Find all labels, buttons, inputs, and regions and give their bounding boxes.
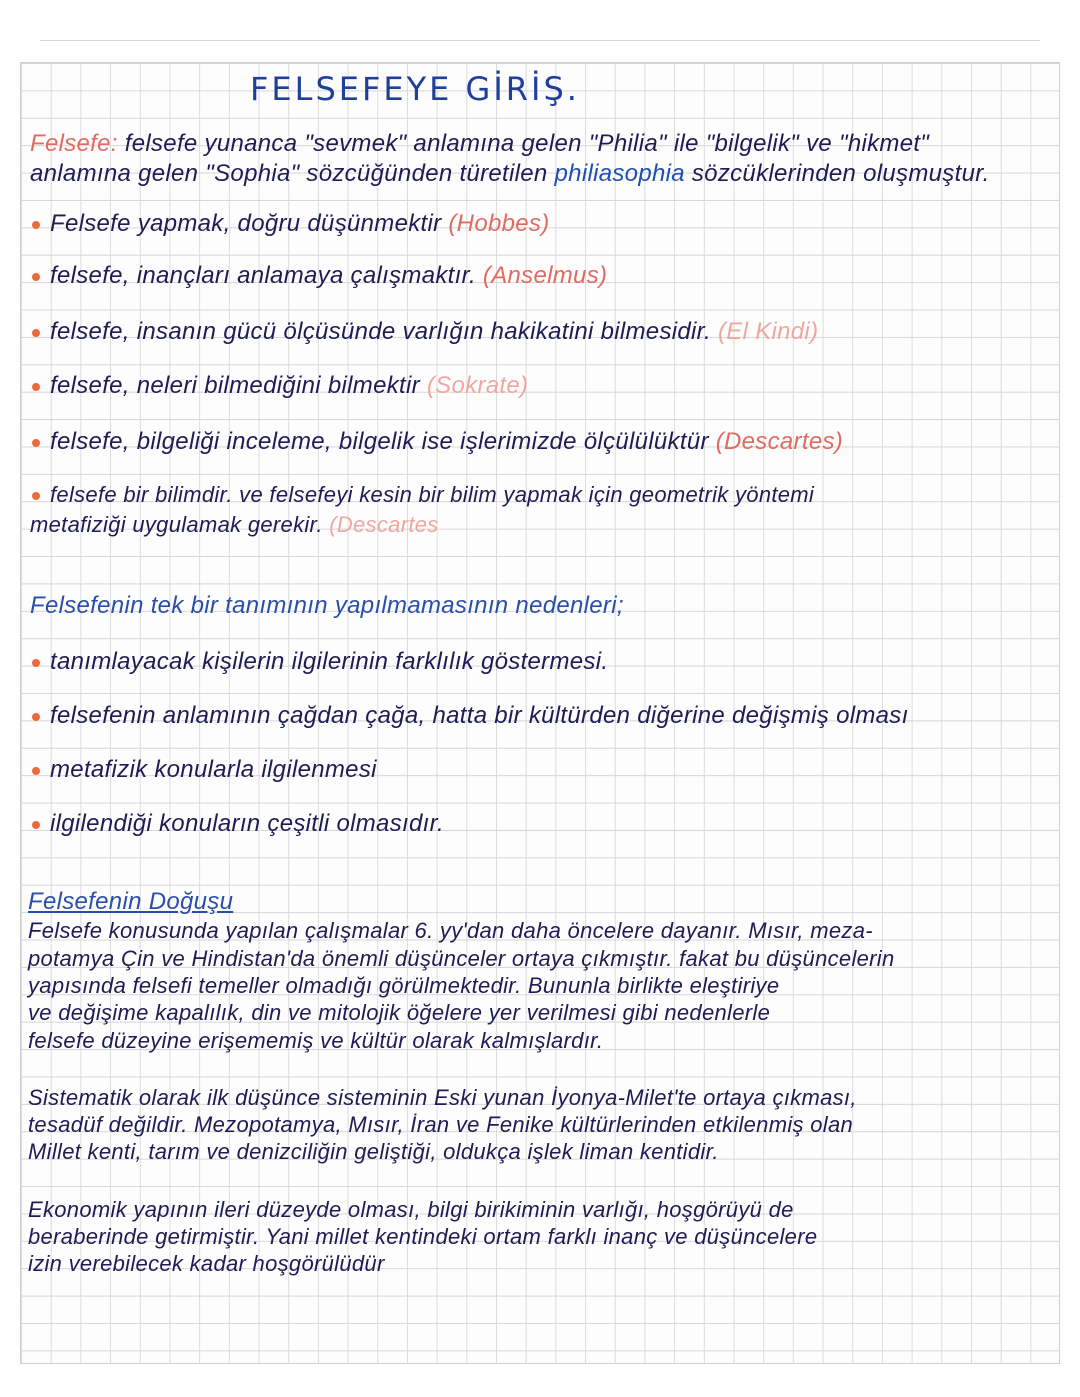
bullet-icon — [32, 329, 40, 337]
reason-item — [32, 648, 608, 676]
definition-author: (El Kindi) — [718, 318, 819, 345]
origin-heading: Felsefenin Doğuşu — [28, 888, 234, 915]
reason-text: metafizik konularla ilgilenmesi — [50, 756, 377, 783]
bullet-icon — [32, 713, 40, 721]
origin-line: izin verebilecek kadar hoşgörülüdür — [28, 1251, 385, 1276]
page-edge — [40, 40, 1040, 41]
intro-line-1 — [30, 130, 929, 158]
page-title: FELSEFEYE GİRİŞ. — [250, 70, 580, 108]
bullet-icon — [32, 659, 40, 667]
origin-line: potamya Çin ve Hindistan'da önemli düşünceler ortaya çıkmıştır. fakat bu düşüncelerin — [28, 946, 895, 971]
reason-item — [32, 810, 444, 838]
definition-text: felsefe, neleri bilmediğini bilmektir — [50, 372, 420, 399]
reason-text: ilgilendiği konuların çeşitli olmasıdır. — [50, 810, 444, 837]
bullet-icon — [32, 273, 40, 281]
intro-label: Felsefe: — [30, 130, 118, 157]
definition-item — [32, 318, 818, 346]
origin-line: Felsefe konusunda yapılan çalışmalar 6. yy'dan daha öncelere dayanır. Mısır, meza- — [28, 918, 873, 943]
definition-item — [32, 210, 550, 238]
intro-text-2a: anlamına gelen "Sophia" sözcüğünden türetilen — [30, 160, 548, 187]
origin-line: felsefe düzeyine erişememiş ve kültür olarak kalmışlardır. — [28, 1028, 604, 1053]
definition-author: (Sokrate) — [426, 372, 529, 399]
definition-text: felsefe, insanın gücü ölçüsünde varlığın hakikatini bilmesidir. — [50, 318, 712, 345]
definition-item — [32, 482, 814, 508]
definition-text: felsefe, inançları anlamaya çalışmaktır. — [50, 262, 476, 289]
origin-line: Millet kenti, tarım ve denizciliğin geliştiği, oldukça işlek liman kentidir. — [28, 1139, 719, 1164]
bullet-icon — [32, 439, 40, 447]
definition-author: (Anselmus) — [482, 262, 608, 289]
reason-text: tanımlayacak kişilerin ilgilerinin farklılık göstermesi. — [50, 648, 609, 675]
origin-line: yapısında felsefi temeller olmadığı görülmektedir. Bununla birlikte eleştiriye — [28, 973, 780, 998]
reason-item — [32, 756, 377, 784]
bullet-icon — [32, 767, 40, 775]
reason-text: felsefenin anlamının çağdan çağa, hatta bir kültürden diğerine değişmiş olması — [50, 702, 909, 729]
intro-text-2b: sözcüklerinden oluşmuştur. — [691, 160, 990, 187]
bullet-icon — [32, 492, 40, 500]
bullet-icon — [32, 221, 40, 229]
intro-text-1: felsefe yunanca "sevmek" anlamına gelen "Philia" ile "bilgelik" ve "hikmet" — [124, 130, 930, 157]
origin-line: beraberinde getirmiştir. Yani millet kentindeki ortam farklı inanç ve düşüncelere — [28, 1224, 818, 1249]
definition-text: Felsefe yapmak, doğru düşünmektir — [50, 210, 442, 237]
origin-line: Sistematik olarak ilk düşünce sisteminin Eski yunan İyonya-Milet'te ortaya çıkması, — [28, 1085, 857, 1110]
definition-item — [32, 372, 528, 400]
definition-author: (Hobbes) — [448, 210, 550, 237]
origin-line: ve değişime kapalılık, din ve mitolojik öğelere yer verilmesi gibi nedenlerle — [28, 1000, 771, 1025]
definition-item — [32, 428, 843, 456]
bullet-icon — [32, 821, 40, 829]
reasons-heading: Felsefenin tek bir tanımının yapılmamasının nedenleri; — [30, 592, 624, 619]
origin-line: tesadüf değildir. Mezopotamya, Mısır, İran ve Fenike kültürlerinden etkilenmiş olan — [28, 1112, 854, 1137]
definition-author: (Descartes — [329, 512, 439, 537]
origin-line: Ekonomik yapının ileri düzeyde olması, bilgi birikiminin varlığı, hoşgörüyü de — [28, 1197, 794, 1222]
reason-item — [32, 702, 909, 730]
bullet-icon — [32, 383, 40, 391]
definition-item — [32, 262, 607, 290]
intro-highlight: philiasophia — [554, 160, 685, 187]
definition-text: felsefe bir bilimdir. ve felsefeyi kesin bir bilim yapmak için geometrik yöntemi — [50, 482, 815, 507]
definition-author: (Descartes) — [715, 428, 844, 455]
intro-line-2 — [30, 160, 990, 188]
definition-continuation — [30, 512, 439, 538]
definition-text: felsefe, bilgeliği inceleme, bilgelik ise işlerimizde ölçülülüktür — [50, 428, 709, 455]
definition-text: metafiziği uygulamak gerekir. — [30, 512, 323, 537]
